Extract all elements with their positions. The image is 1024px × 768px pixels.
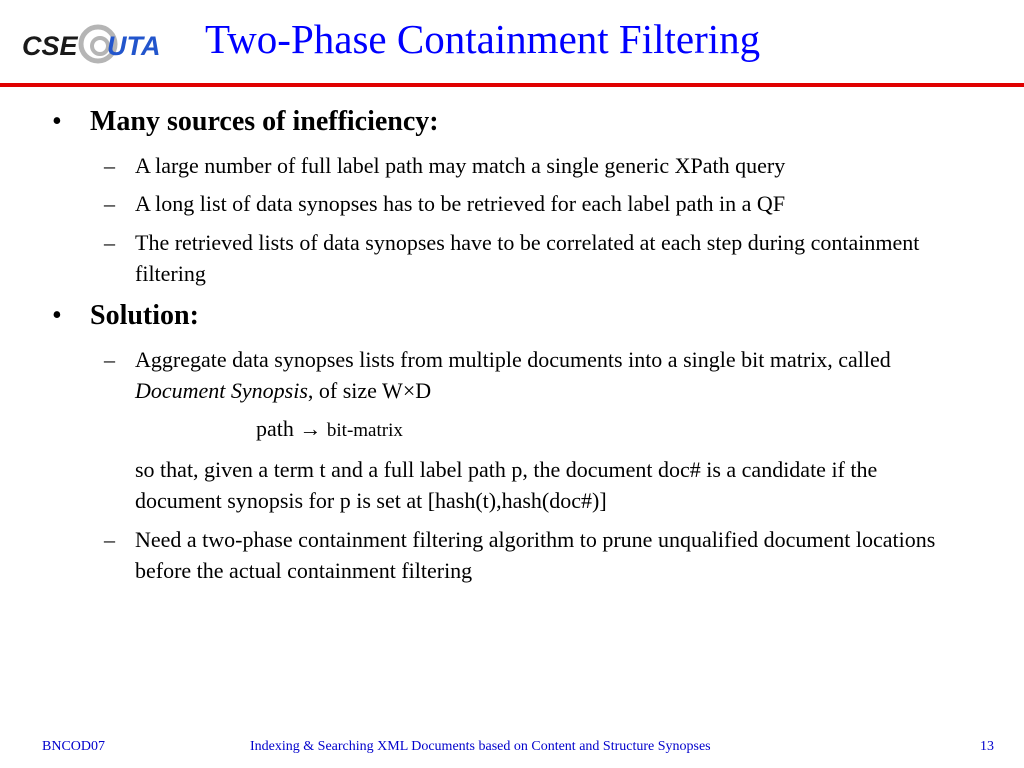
slide-title: Two-Phase Containment Filtering (205, 16, 761, 62)
sub-bullet-item-document-synopsis (135, 344, 965, 406)
formula-right: bit-matrix (326, 420, 403, 441)
sub-bullet-dash: – (104, 527, 115, 552)
sub-bullet-item: A large number of full label path may match a single generic XPath query (135, 153, 786, 178)
bullet-dot: • (52, 300, 62, 331)
sub-bullet-item: The retrieved lists of data synopses have to be correlated at each step during containment filtering (135, 230, 920, 286)
solution-continuation: so that, given a term t and a full label path p, the document doc# is a candidate if the document synopsis for p is set at [hash(t),hash(doc#)] (135, 457, 878, 513)
solution-text-post: , of size W×D (307, 378, 432, 403)
footer-center: Indexing & Searching XML Documents based on Content and Structure Synopses (250, 739, 711, 754)
cse-uta-logo (22, 22, 162, 66)
sub-bullet-dash: – (104, 191, 115, 216)
solution-text-pre: Aggregate data synopses lists from multiple documents into a single bit matrix, called (135, 347, 891, 372)
sub-bullet-dash: – (104, 347, 115, 372)
bullet-dot: • (52, 106, 62, 137)
svg-text:CSE: CSE (22, 31, 78, 61)
sub-bullet-dash: – (104, 230, 115, 255)
sub-bullet-item-two-phase: Need a two-phase containment filtering algorithm to prune unqualified document locations before the actual containment filtering (135, 527, 936, 583)
formula-left: path → (256, 416, 322, 441)
sub-bullet-dash: – (104, 153, 115, 178)
bullet-heading-solution: Solution: (90, 300, 199, 331)
title-rule (0, 83, 1024, 87)
path-formula (256, 414, 403, 446)
bullet-heading-inefficiency: Many sources of inefficiency: (90, 106, 439, 137)
sub-bullet-item: A long list of data synopses has to be retrieved for each label path in a QF (135, 191, 786, 216)
page-number: 13 (980, 739, 994, 754)
document-synopsis-term: Document Synopsis (135, 378, 308, 403)
svg-text:UTA: UTA (107, 31, 161, 61)
footer-left: BNCOD07 (42, 739, 106, 754)
